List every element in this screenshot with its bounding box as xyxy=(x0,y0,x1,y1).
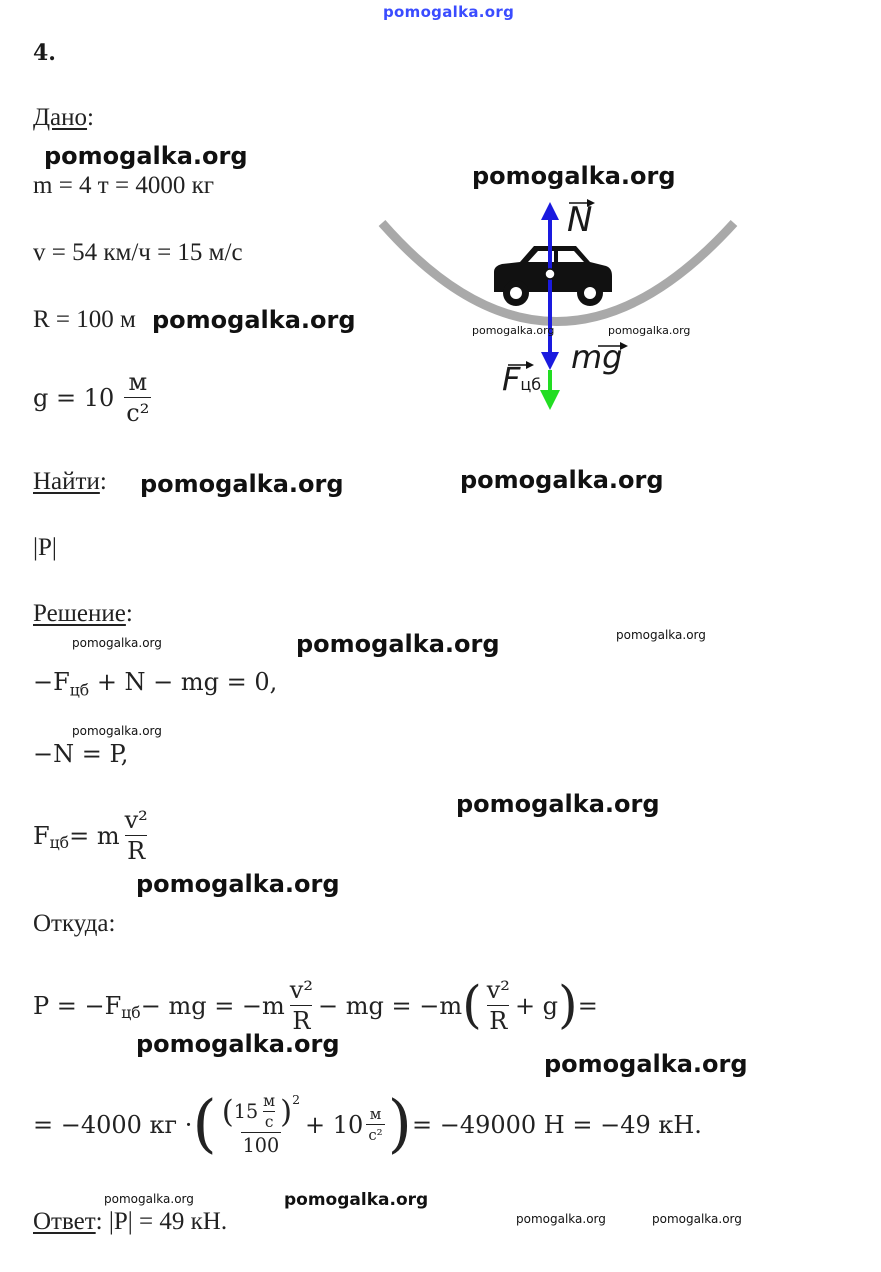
watermark: pomogalka.org xyxy=(104,1192,194,1206)
watermark: pomogalka.org xyxy=(140,470,344,498)
watermark: pomogalka.org xyxy=(608,324,691,337)
equation-balance: $-F_{цб} + N$ − mg = 0, xyxy=(33,668,278,700)
force-diagram xyxy=(370,190,750,420)
solution-heading: Решение: xyxy=(33,600,133,627)
watermark: pomogalka.org xyxy=(616,628,706,642)
given-velocity: v = 54 км/ч = 15 м/с xyxy=(33,239,243,266)
given-mass: m = 4 т = 4000 кг xyxy=(33,172,214,199)
watermark: pomogalka.org xyxy=(516,1212,606,1226)
find-value: |P| xyxy=(33,534,57,561)
whence-label: Откуда: xyxy=(33,910,116,937)
equation-centrifugal: F $_{цб}$ = m $\frac{\text{v²}}{R}$ xyxy=(33,806,148,865)
given-g: g = 10 $\frac{м}{\text{с²}}$ xyxy=(33,368,150,427)
given-heading: Дано: xyxy=(33,104,94,131)
watermark: pomogalka.org xyxy=(296,630,500,658)
find-heading: Найти: xyxy=(33,468,107,495)
header-watermark: pomogalka.org xyxy=(383,3,515,21)
equation-numeric: = −4000 кг · ( ( 15 $\frac{м}{с}$ ) $^2$ 100 + 10 $\frac{м}{\text{с²}}$ ) = −49000 Н = −49 кН. xyxy=(33,1087,702,1161)
watermark: pomogalka.org xyxy=(472,324,555,337)
watermark: pomogalka.org xyxy=(284,1190,429,1210)
problem-number: 4. xyxy=(33,40,56,66)
watermark: pomogalka.org xyxy=(136,1030,340,1058)
equation-derivation: P = −F $_{цб}$ − mg = −m $\frac{\text{v²}}{R}$ − mg = −m ( $\frac{\text{v²}}{R}$ + g ) = xyxy=(33,975,598,1035)
watermark: pomogalka.org xyxy=(544,1050,748,1078)
label-F: Fцб xyxy=(502,360,542,398)
watermark: pomogalka.org xyxy=(460,466,664,494)
watermark: pomogalka.org xyxy=(44,142,248,170)
watermark: pomogalka.org xyxy=(72,724,162,738)
watermark: pomogalka.org xyxy=(472,162,676,190)
watermark: pomogalka.org xyxy=(136,870,340,898)
answer: Ответ: |P| = 49 кН. xyxy=(33,1208,228,1235)
watermark: pomogalka.org xyxy=(152,306,356,334)
given-radius: R = 100 м xyxy=(33,306,136,333)
watermark: pomogalka.org xyxy=(72,636,162,650)
equation-weight: −N = P, xyxy=(33,740,129,768)
label-N: N xyxy=(567,200,593,240)
watermark: pomogalka.org xyxy=(456,790,660,818)
label-mg: mg xyxy=(571,338,623,376)
watermark: pomogalka.org xyxy=(652,1212,742,1226)
